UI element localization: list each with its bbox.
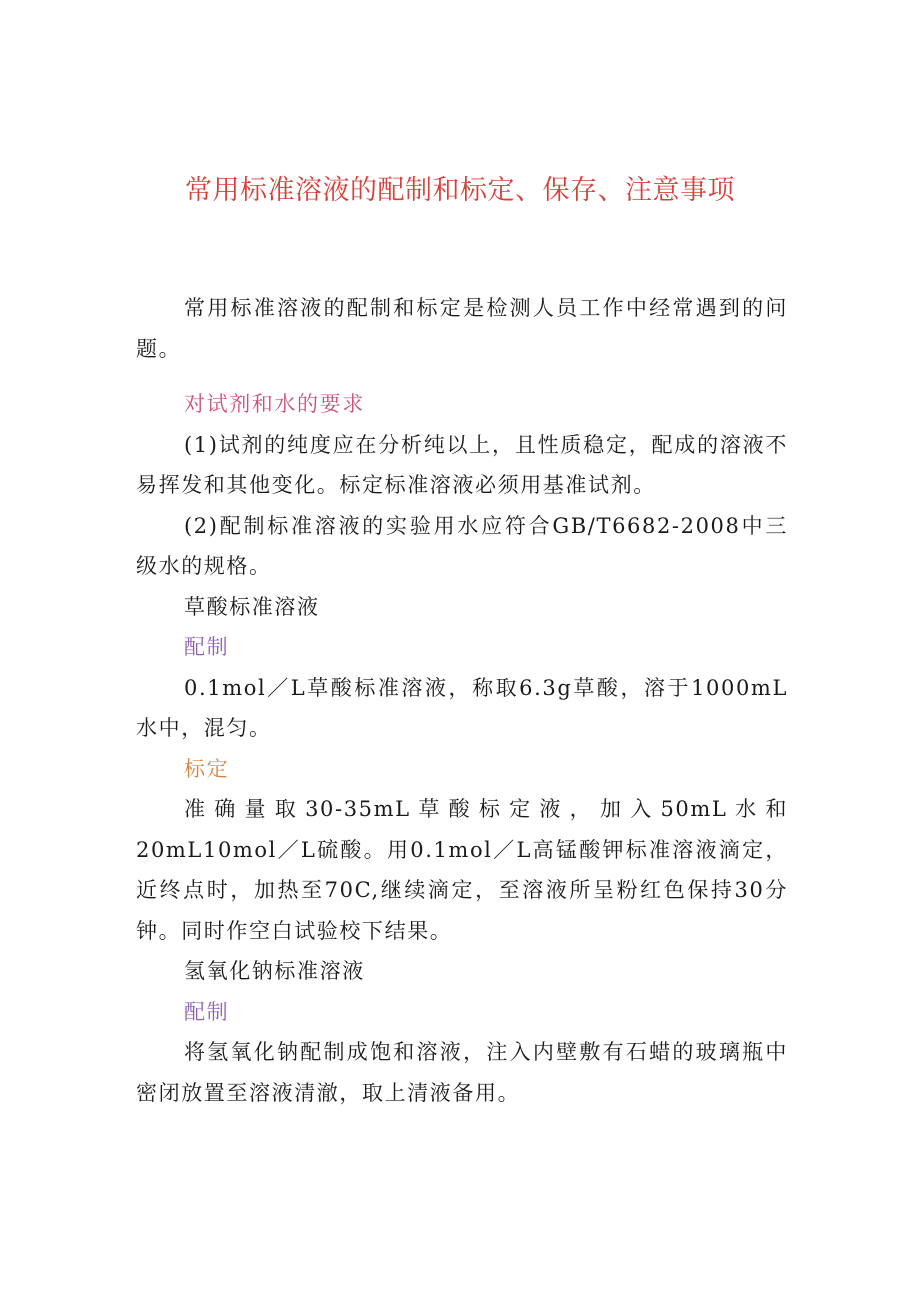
oxalic-prep-text: 0.1mol／L草酸标准溶液，称取6.3g草酸，溶于1000mL水中，混匀。 [136,675,788,740]
oxalic-acid-heading: 草酸标准溶液 [184,594,320,619]
requirement-item-2: (2)配制标准溶液的实验用水应符合GB/T6682-2008中三级水的规格。 [136,513,788,578]
oxalic-prep-heading: 配制 [184,635,230,659]
document-title: 常用标准溶液的配制和标定、保存、注意事项 [185,175,735,206]
oxalic-standardization-text: 准确量取30-35mL草酸标定液，加入50mL水和20mL10mol／L硫酸。用0.1mol／L高锰酸钾标准溶液滴定，近终点时，加热至70C,继续滴定，至溶液所呈粉红色保持30分钟。同时作空白试验校下结果。 [136,797,788,943]
naoh-heading: 氢氧化钠标准溶液 [184,959,365,983]
naoh-prep-heading: 配制 [184,999,230,1024]
naoh-prep-text: 将氢氧化钠配制成饱和溶液，注入内壁敷有石蜡的玻璃瓶中密闭放置至溶液清澈，取上清液备用。 [136,1040,788,1105]
oxalic-standardization-heading: 标定 [184,756,230,781]
requirement-item-1: (1)试剂的纯度应在分析纯以上，且性质稳定，配成的溶液不易挥发和其他变化。标定标准溶液必须用基准试剂。 [136,432,788,497]
requirements-heading: 对试剂和水的要求 [184,392,365,416]
intro-paragraph: 常用标准溶液的配制和标定是检测人员工作中经常遇到的问题。 [136,296,788,361]
document-body [136,288,788,1113]
